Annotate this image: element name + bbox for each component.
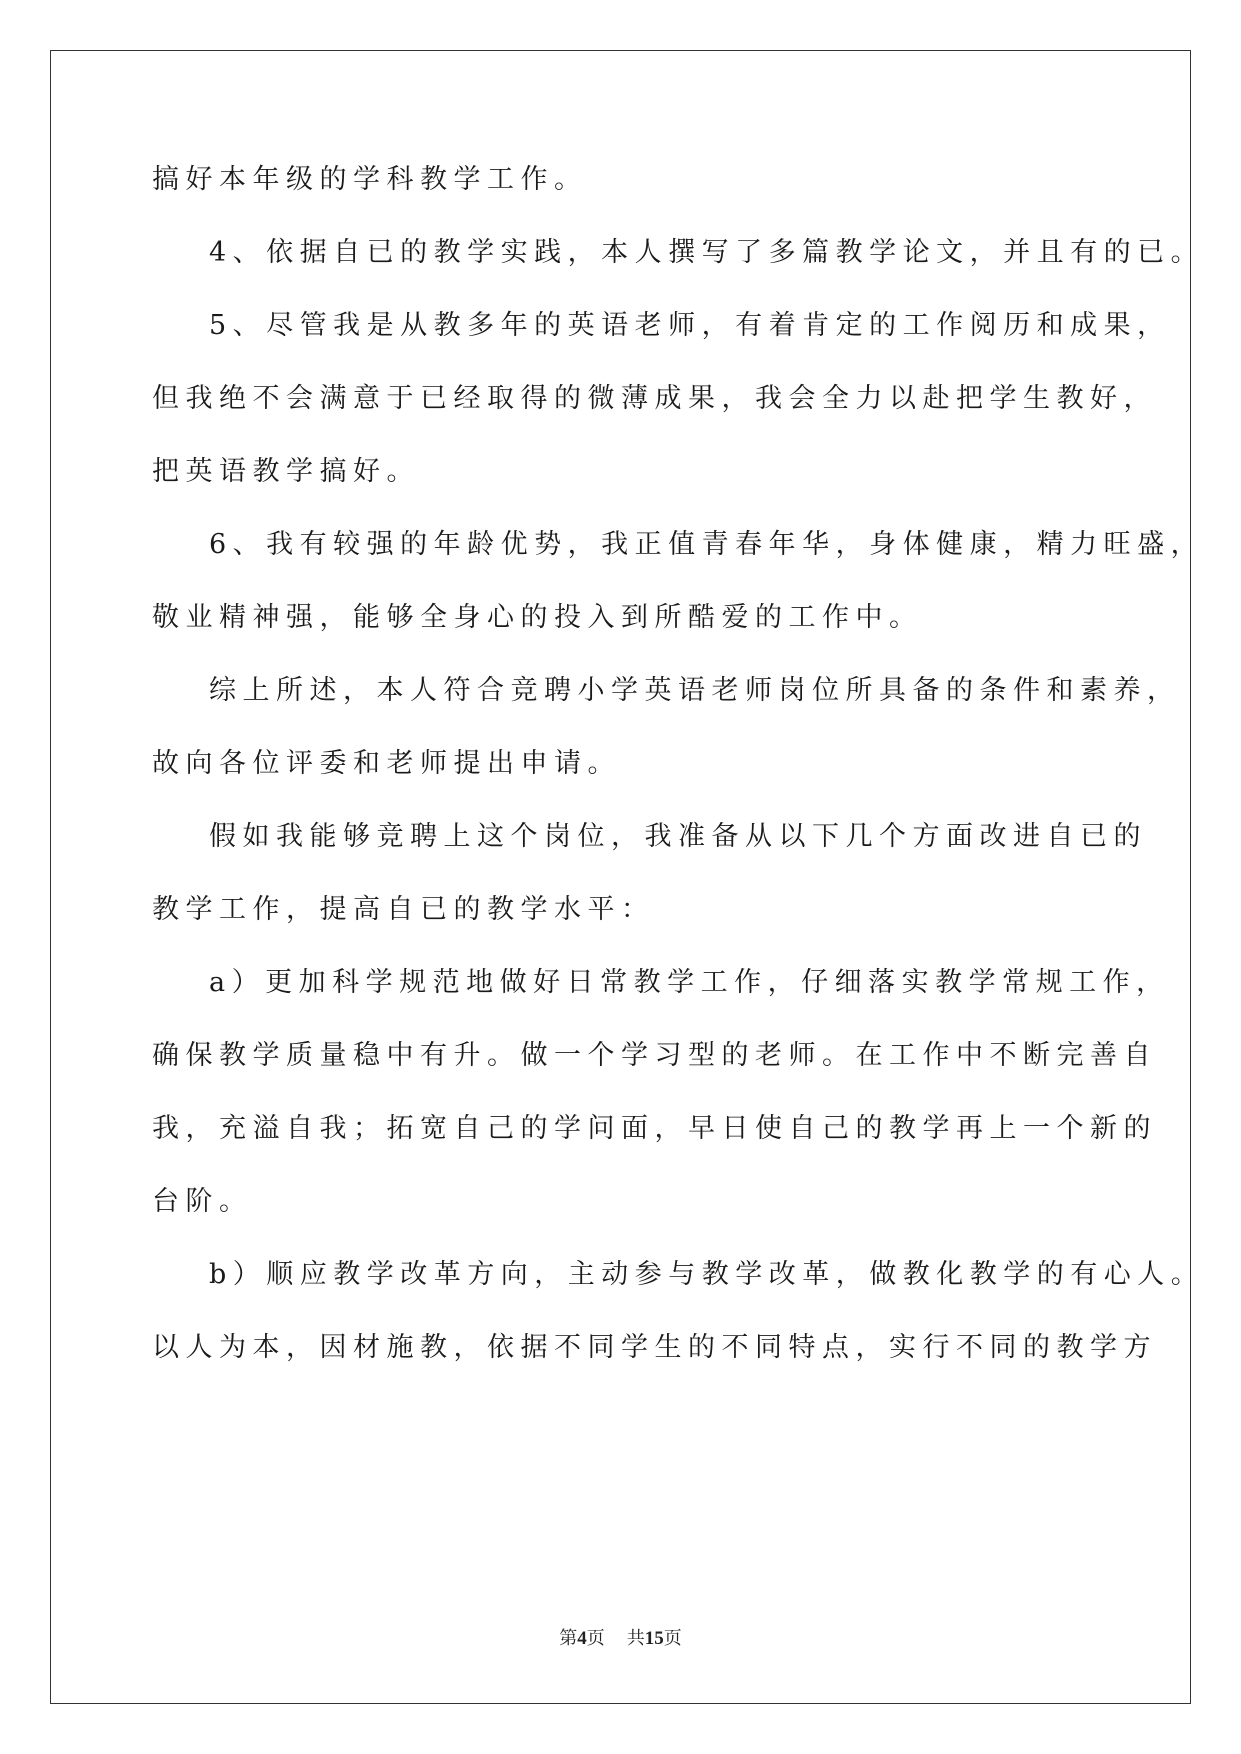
paragraph-line: 假如我能够竞聘上这个岗位，我准备从以下几个方面改进自已的 [209, 821, 1147, 852]
paragraph-line: b）顺应教学改革方向，主动参与教学改革，做教化教学的有心人。 [209, 1259, 1205, 1290]
total-pages: 15 [644, 1628, 664, 1649]
paragraph-line: 综上所述，本人符合竞聘小学英语老师岗位所具备的条件和素养， [209, 675, 1181, 706]
paragraph-line: 5、尽管我是从教多年的英语老师，有着肯定的工作阅历和成果， [209, 310, 1171, 341]
text-line: 但我绝不会满意于已经取得的微薄成果，我会全力以赴把学生教好， [152, 383, 1157, 414]
page-prefix: 第 [559, 1628, 578, 1649]
text-line: 确保教学质量稳中有升。做一个学习型的老师。在工作中不断完善自 [152, 1040, 1157, 1071]
page-suffix: 页 [586, 1628, 605, 1649]
total-suffix: 页 [663, 1628, 682, 1649]
text-line: 把英语教学搞好。 [152, 456, 420, 487]
text-line: 教学工作，提高自已的教学水平： [152, 894, 655, 925]
total-prefix: 共 [626, 1628, 645, 1649]
paragraph-line: 6、我有较强的年龄优势，我正值青春年华，身体健康，精力旺盛， [209, 529, 1205, 560]
text-line: 我，充溢自我；拓宽自己的学问面，早日使自己的教学再上一个新的 [152, 1113, 1157, 1144]
text-line: 故向各位评委和老师提出申请。 [152, 748, 621, 779]
text-line: 敬业精神强，能够全身心的投入到所酷爱的工作中。 [152, 602, 923, 633]
text-line: 搞好本年级的学科教学工作。 [152, 164, 588, 195]
paragraph-line: a）更加科学规范地做好日常教学工作，仔细落实教学常规工作， [209, 967, 1170, 998]
page-number: 4 [577, 1628, 587, 1649]
paragraph-line: 4、依据自已的教学实践，本人撰写了多篇教学论文，并且有的已。 [209, 237, 1205, 268]
page-footer [0, 1624, 1241, 1650]
text-line: 台阶。 [152, 1186, 253, 1217]
text-line: 以人为本，因材施教，依据不同学生的不同特点，实行不同的教学方 [152, 1332, 1157, 1363]
page-border [50, 50, 1191, 1704]
